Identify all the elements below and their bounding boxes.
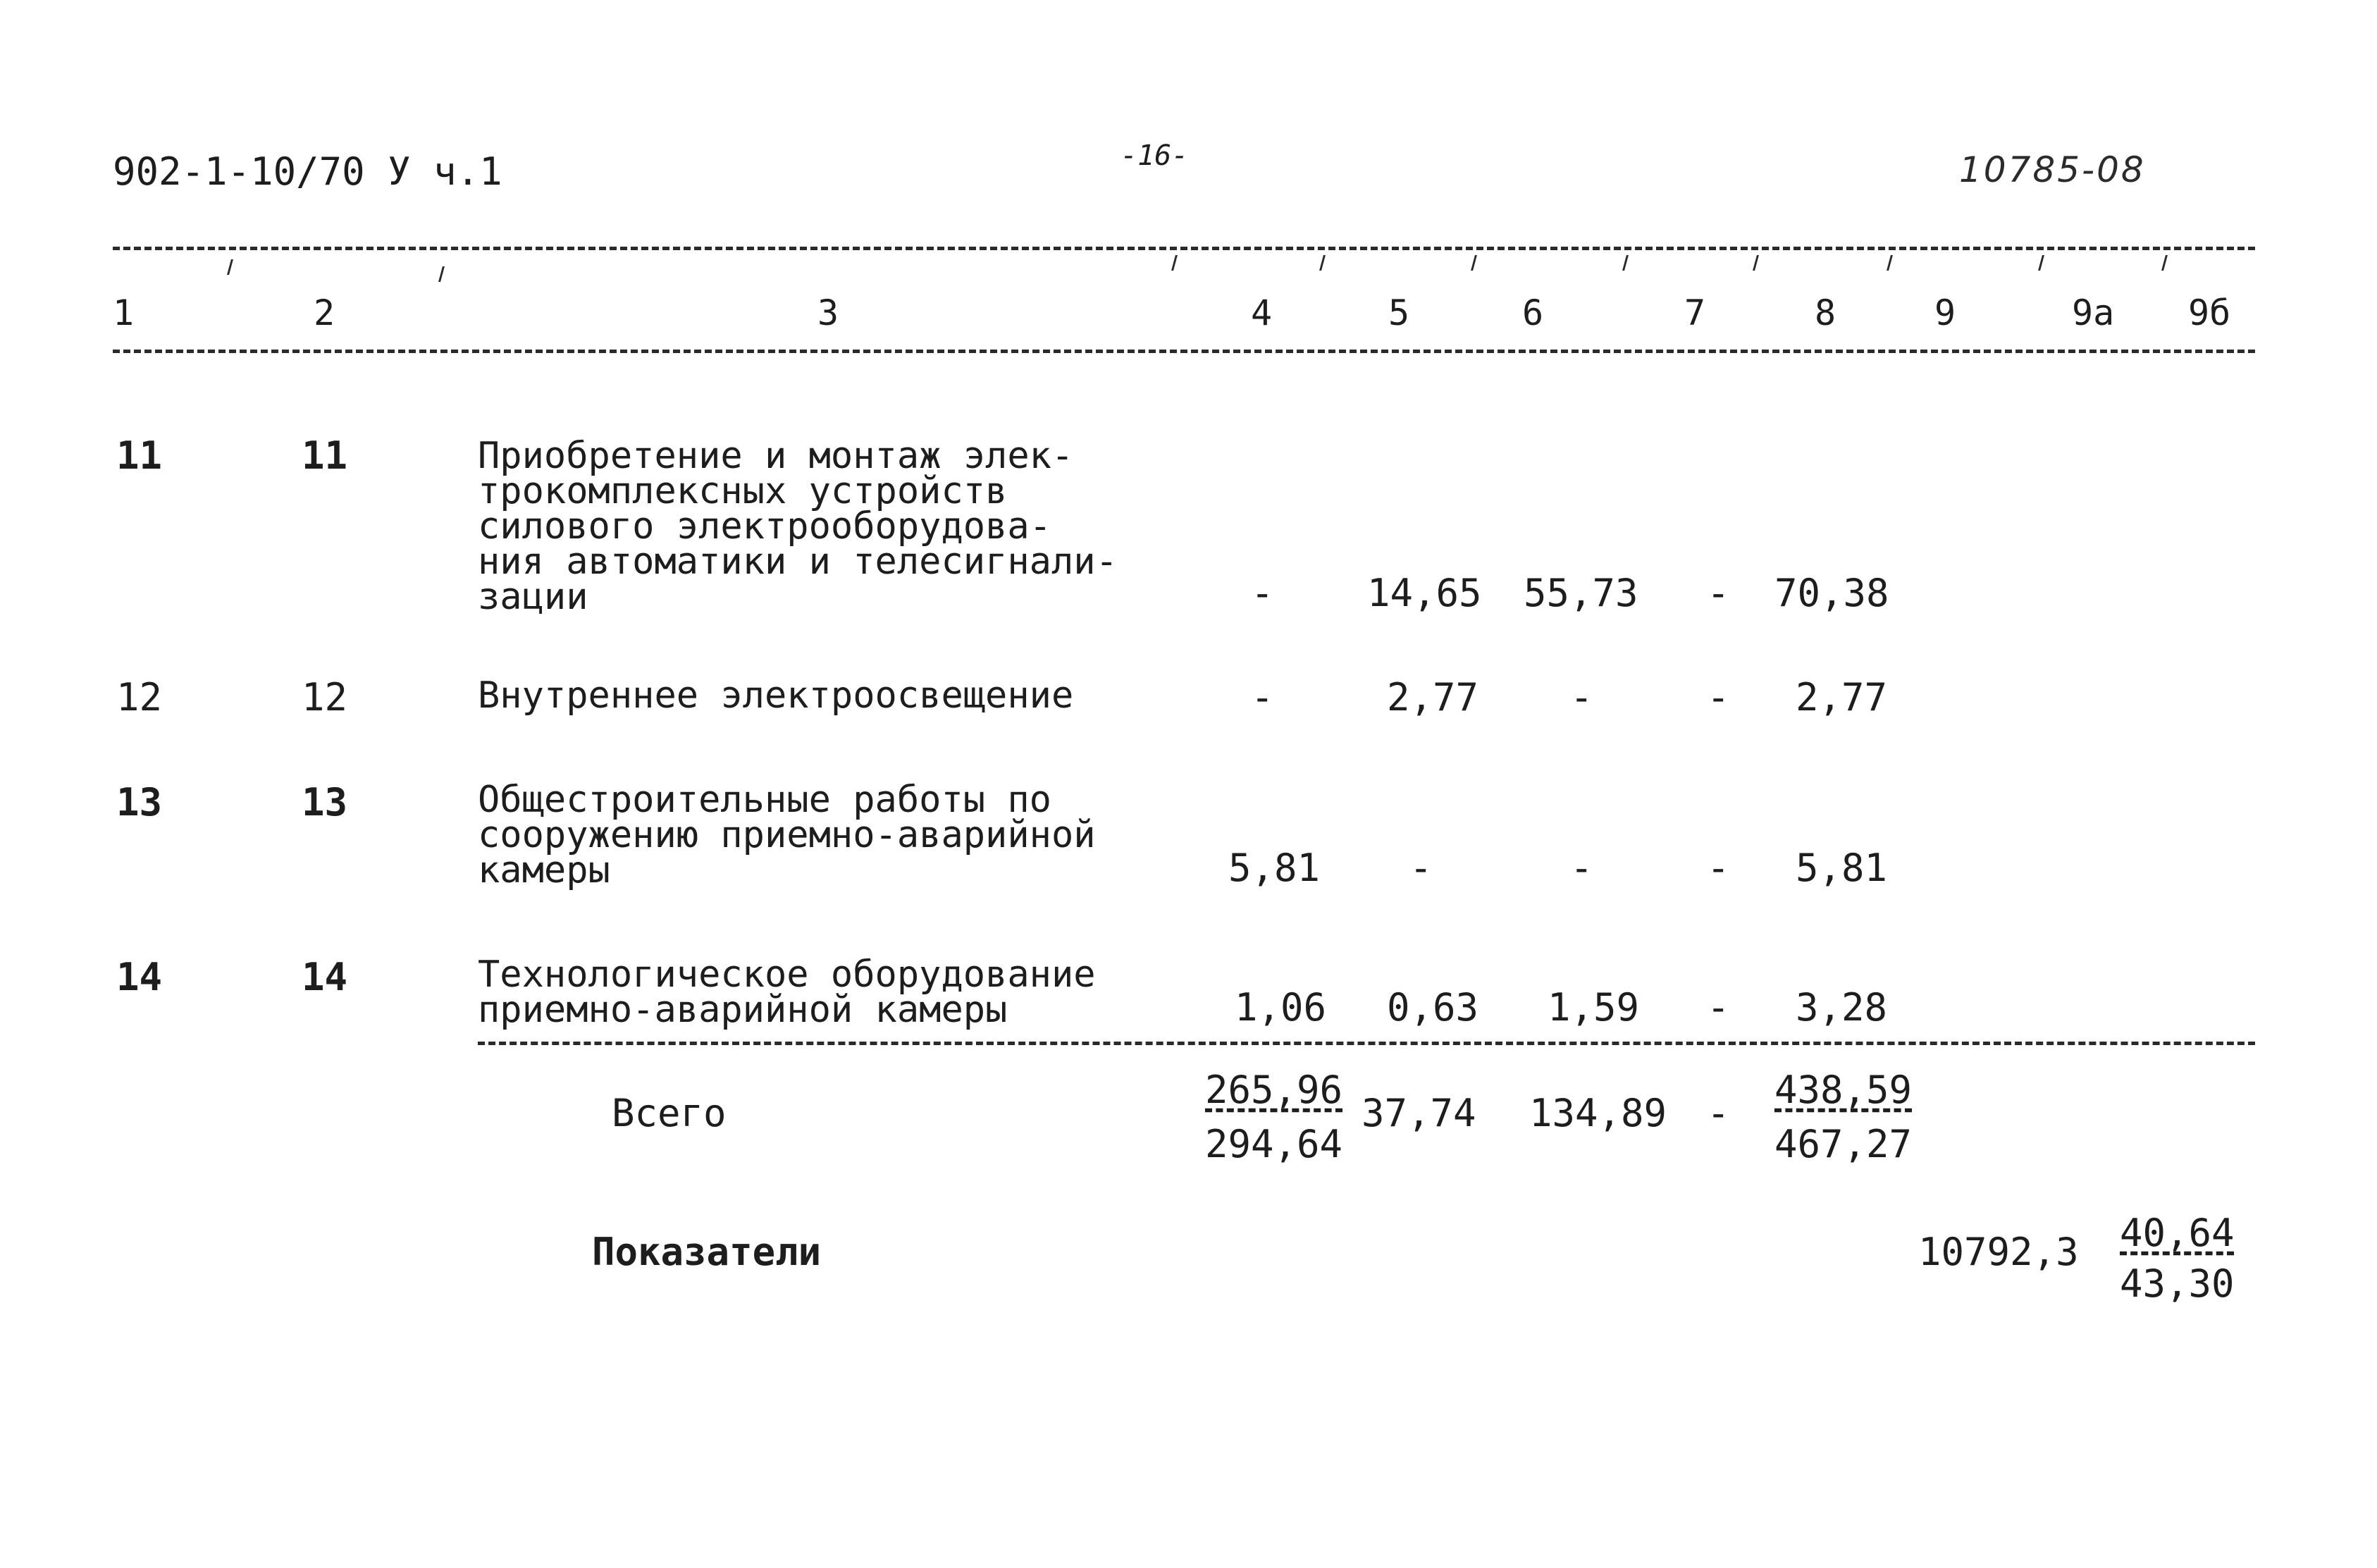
cell-col6: -: [1570, 675, 1593, 720]
column-divider: [1887, 255, 1893, 271]
column-divider: [1622, 255, 1629, 271]
description-line: Внутреннее электроосвещение: [478, 674, 1074, 717]
description-line: сооружению приемно-аварийной: [478, 814, 1096, 856]
cell-col4: 1,06: [1235, 985, 1327, 1030]
indicators-col9b-numerator: 40,64: [2120, 1211, 2235, 1255]
cell-col4: -: [1251, 571, 1274, 615]
row-number-col1: 12: [116, 675, 163, 720]
archive-stamp: 10785-08: [1959, 149, 2146, 190]
description-line: ния автоматики и телесигнали-: [478, 541, 1118, 583]
column-header-9a: 9а: [2072, 292, 2115, 333]
cell-col6: 1,59: [1548, 985, 1640, 1030]
column-header-5: 5: [1388, 292, 1410, 333]
row-number-col2: 13: [302, 780, 348, 825]
row-description: [478, 953, 1096, 1031]
description-line: Технологическое оборудование: [478, 953, 1096, 996]
cell-col8: 5,81: [1796, 846, 1888, 890]
description-line: камеры: [478, 849, 610, 891]
column-header-2: 2: [314, 292, 335, 333]
cell-col7: -: [1707, 846, 1730, 890]
row-number-col1: 13: [116, 780, 163, 825]
description-line: Приобретение и монтаж элек-: [478, 435, 1074, 477]
description-line: трокомплексных устройств: [478, 470, 1008, 512]
cell-col4: -: [1251, 675, 1274, 720]
description-line: силового электрооборудова-: [478, 505, 1051, 548]
column-header-6: 6: [1522, 292, 1544, 333]
cell-col5: 14,65: [1367, 571, 1482, 615]
row-number-col1: 11: [116, 433, 163, 478]
column-header-3: 3: [817, 292, 839, 333]
column-divider: [1471, 255, 1477, 271]
row-description: [478, 674, 1074, 717]
column-header-8: 8: [1815, 292, 1836, 333]
cell-col8: 2,77: [1796, 675, 1888, 720]
column-divider: [1171, 255, 1178, 271]
total-col4-numerator: 265,96: [1205, 1068, 1343, 1112]
indicators-col9b-denominator: 43,30: [2120, 1261, 2235, 1306]
description-line: Общестроительные работы по: [478, 779, 1051, 821]
column-divider: [2038, 255, 2044, 271]
total-col8-denominator: 467,27: [1774, 1122, 1913, 1166]
column-divider: [227, 259, 233, 275]
column-header-1: 1: [113, 292, 135, 333]
page-number: -16-: [1120, 140, 1189, 172]
row-description: [478, 779, 1096, 891]
row-number-col2: 11: [302, 433, 348, 478]
cell-col6: 55,73: [1524, 571, 1638, 615]
total-col5: 37,74: [1362, 1091, 1476, 1135]
indicators-col9: 10792,3: [1918, 1230, 2079, 1274]
row-description: [478, 435, 1118, 618]
total-col8-numerator: 438,59: [1774, 1068, 1913, 1112]
column-header-9: 9: [1934, 292, 1956, 333]
column-header-4: 4: [1251, 292, 1273, 333]
total-col4-denominator: 294,64: [1205, 1122, 1343, 1166]
cell-col8: 3,28: [1796, 985, 1888, 1030]
column-divider: [1319, 255, 1326, 271]
column-header-9b: 9б: [2188, 292, 2231, 333]
total-separator-line: [478, 1042, 2255, 1045]
cell-col7: -: [1707, 571, 1730, 615]
description-line: зации: [478, 576, 588, 618]
total-label: Всего: [612, 1091, 727, 1135]
indicators-label: Показатели: [592, 1230, 822, 1274]
row-number-col2: 12: [302, 675, 348, 720]
column-header-7: 7: [1684, 292, 1706, 333]
total-col6: 134,89: [1529, 1091, 1667, 1135]
column-divider: [1753, 255, 1759, 271]
description-line: приемно-аварийной камеры: [478, 989, 1008, 1031]
cell-col7: -: [1707, 675, 1730, 720]
document-code: 902-1-10/70 У ч.1: [113, 149, 502, 194]
cell-col8: 70,38: [1774, 571, 1889, 615]
cell-col4: 5,81: [1228, 846, 1321, 890]
header-bottom-border: [113, 350, 2255, 353]
row-number-col1: 14: [116, 955, 163, 999]
row-number-col2: 14: [302, 955, 348, 999]
total-col7: -: [1707, 1091, 1730, 1135]
cell-col7: -: [1707, 985, 1730, 1030]
column-divider: [438, 266, 445, 282]
cell-col6: -: [1570, 846, 1593, 890]
cell-col5: 0,63: [1387, 985, 1479, 1030]
table-top-border: [113, 247, 2255, 250]
column-divider: [2161, 255, 2168, 271]
cell-col5: -: [1409, 846, 1433, 890]
cell-col5: 2,77: [1387, 675, 1479, 720]
